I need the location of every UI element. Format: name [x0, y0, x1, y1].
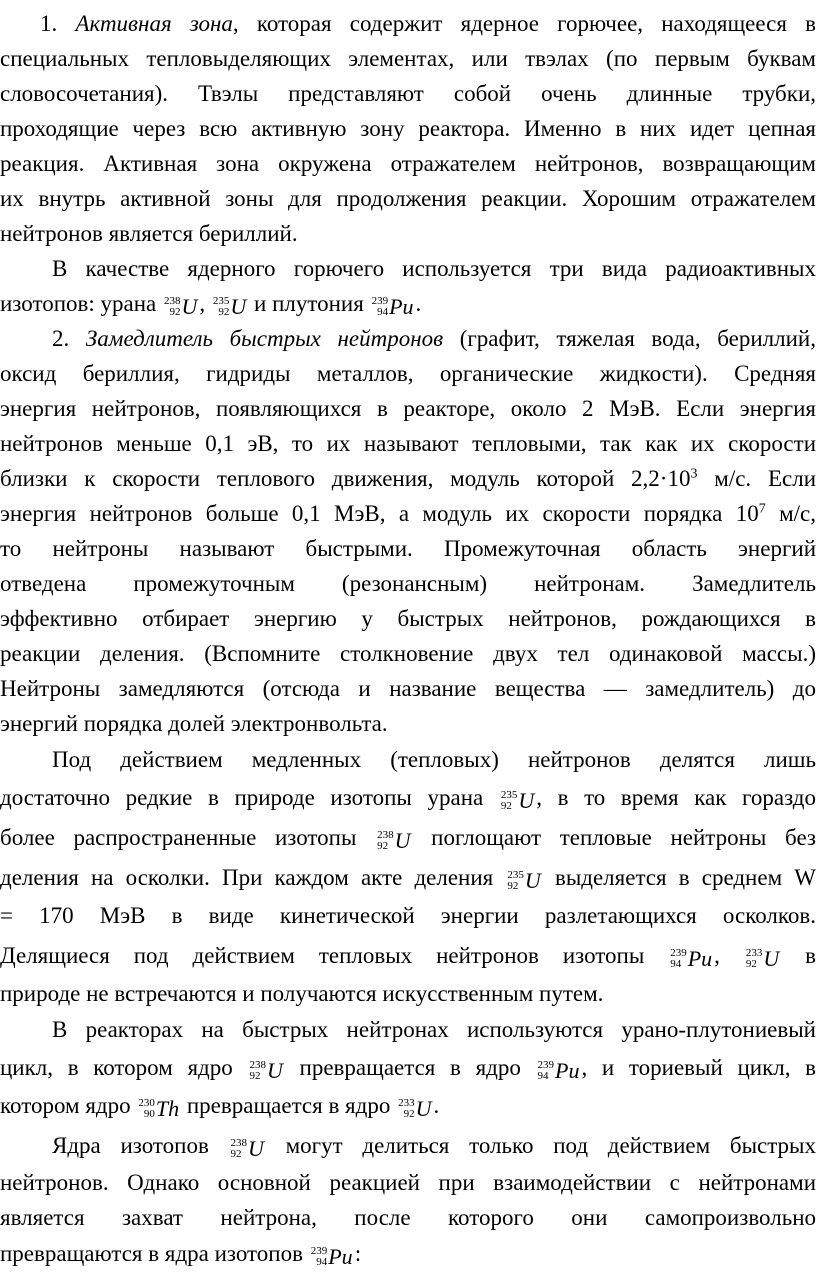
text-line: реакции деления. (Вспомните столкновение двух тел одинаковой массы.)	[0, 641, 816, 666]
text-line: 2. Замедлитель быстрых нейтронов (графит, тяжелая вода, бериллий,	[52, 326, 816, 351]
isotope-u238: 238 92 U	[377, 827, 411, 853]
term-active-zone: Активная зона	[75, 11, 233, 36]
text-line: Нейтроны замедляются (отсюда и название вещества — замедлитель) до	[0, 676, 816, 701]
text-line: то нейтроны называют быстрыми. Промежуточная область энергий	[0, 536, 816, 561]
text-line: специальных тепловыделяющих элементах, или твэлах (по первым буквам	[0, 46, 816, 71]
isotope-u238: 238 92 U	[164, 293, 198, 319]
term-moderator: Замедлитель быстрых нейтронов	[85, 326, 444, 351]
text-line: нейтронов является бериллий.	[0, 221, 298, 246]
text-line: более распространенные изотопы 238 92 U поглощают тепловые нейтроны без	[0, 820, 816, 856]
text-line: эффективно отбирает энергию у быстрых нейтронов, рождающихся в	[0, 606, 816, 631]
isotope-u238: 238 92 U	[230, 1135, 264, 1161]
text-line: энергия нейтронов, появляющихся в реакторе, около 2 МэВ. Если энергия	[0, 396, 816, 421]
text-line: нейтронов меньше 0,1 эВ, то их называют тепловыми, так как их скорости	[0, 431, 816, 456]
text-line: котором ядро 230 90 Th превращается в ядро 233 92 U.	[0, 1088, 816, 1124]
text-line: превращаются в ядра изотопов 239 94 Pu:	[0, 1236, 816, 1272]
text-line: отведена промежуточным (резонансным) нейтронам. Замедлитель	[0, 571, 816, 596]
isotope-u235: 235 92 U	[212, 293, 247, 319]
isotope-u233: 233 92 U	[398, 1095, 432, 1121]
text-line: словосочетания). Твэлы представляют собой очень длинные трубки,	[0, 81, 816, 106]
text-line: Под действием медленных (тепловых) нейтронов делятся лишь	[52, 747, 816, 772]
text-line: достаточно редкие в природе изотопы урана 235 92 U, в то время как гораздо	[0, 780, 816, 816]
text-line: Делящиеся под действием тепловых нейтронов изотопы 239 94 Pu, 233 92 U в	[0, 938, 816, 974]
isotope-pu239: 239 94 Pu	[310, 1243, 353, 1269]
text-line: реакция. Активная зона окружена отражателем нейтронов, возвращающим	[0, 151, 816, 176]
text-line: изотопов: урана 238 92 U, 235 92 U и плутония 239 94 Pu.	[0, 286, 816, 322]
isotope-u238: 238 92 U	[249, 1057, 283, 1083]
text-line: нейтронов. Однако основной реакцией при взаимодействии с нейтронами	[0, 1170, 816, 1195]
text-line: В качестве ядерного горючего используется три вида радиоактивных	[52, 256, 816, 281]
text-line: энергий порядка долей электронвольта.	[0, 711, 388, 736]
text-line: = 170 МэВ в виде кинетической энергии разлетающихся осколков.	[0, 903, 816, 928]
isotope-u235: 235 92 U	[507, 867, 541, 893]
text-line: цикл, в котором ядро 238 92 U превращается в ядро 239 94 Pu, и ториевый цикл, в	[0, 1050, 816, 1086]
text-line: В реакторах на быстрых нейтронах используются урано-плутониевый	[52, 1017, 816, 1042]
list-number: 1.	[40, 11, 58, 36]
text-line	[0, 6, 816, 42]
isotope-u235: 235 92 U	[500, 787, 535, 813]
isotope-pu239: 239 94 Pu	[670, 945, 713, 971]
text-line: является захват нейтрона, после которого они самопроизвольно	[0, 1205, 816, 1230]
text-line: энергия нейтронов больше 0,1 МэВ, а модуль их скорости порядка $10^7$ м/с,	[0, 501, 816, 526]
isotope-th230: 230 90 Th	[138, 1095, 180, 1121]
text-line: Ядра изотопов 238 92 U могут делиться только под действием быстрых	[0, 1128, 816, 1164]
isotope-pu239: 239 94 Pu	[371, 293, 414, 319]
text-line: проходящие через всю активную зону реактора. Именно в них идет цепная	[0, 116, 816, 141]
isotope-u233: 233 92 U	[745, 945, 780, 971]
text-line: близки к скорости теплового движения, модуль которой $2,2\cdot 10^3$ м/с. Если	[0, 466, 816, 491]
text-line: природе не встречаются и получаются искусственным путем.	[0, 981, 604, 1006]
list-number: 2.	[52, 326, 70, 351]
text-fragment: , которая содержит ядерное горючее, находящееся в	[232, 11, 816, 36]
text-line: их внутрь активной зоны для продолжения реакции. Хорошим отражателем	[0, 186, 816, 211]
text-line: деления на осколки. При каждом акте деления 235 92 U выделяется в среднем W	[0, 860, 816, 896]
text-line: оксид бериллия, гидриды металлов, органические жидкости). Средняя	[0, 361, 816, 386]
isotope-pu239: 239 94 Pu	[537, 1057, 580, 1083]
